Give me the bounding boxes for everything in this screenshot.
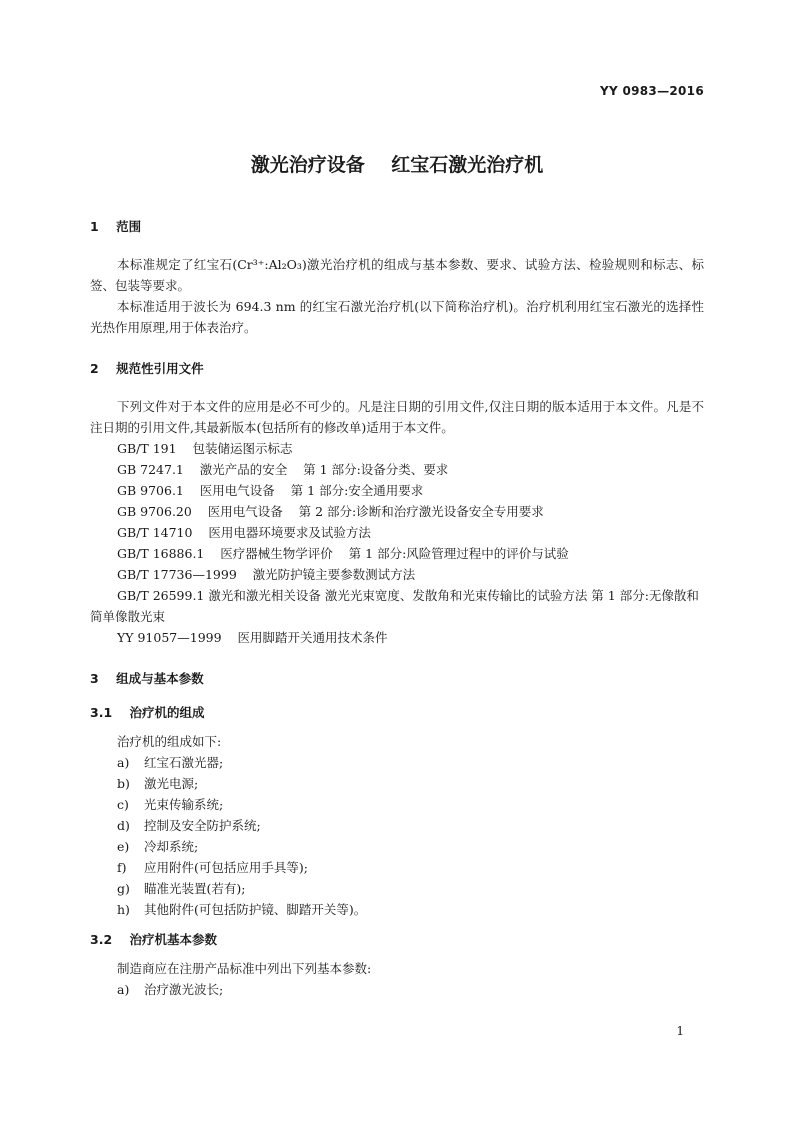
list-marker: g) xyxy=(117,881,130,896)
section-1-paragraph-2: 本标准适用于波长为 694.3 nm 的红宝石激光治疗机(以下简称治疗机)。治疗机利用红宝石激光的选择性光热作用原理,用于体表治疗。 xyxy=(90,299,704,335)
reference-item: GB 7247.1 激光产品的安全 第 1 部分:设备分类、要求 xyxy=(117,462,449,477)
list-item xyxy=(90,794,704,815)
section-2-heading: 2 规范性引用文件 xyxy=(90,361,204,376)
section-2-intro: 下列文件对于本文件的应用是必不可少的。凡是注日期的引用文件,仅注日期的版本适用于本文件。凡是不注日期的引用文件,其最新版本(包括所有的修改单)适用于本文件。 xyxy=(90,399,704,435)
section-1-heading: 1 范围 xyxy=(90,219,142,234)
list-marker: e) xyxy=(117,839,130,854)
page-number: 1 xyxy=(676,1024,684,1038)
list-item xyxy=(90,899,704,920)
list-item xyxy=(90,979,704,1000)
reference-item: GB/T 191 包装储运图示标志 xyxy=(117,441,293,456)
subsection-3-2-intro: 制造商应在注册产品标准中列出下列基本参数: xyxy=(117,961,372,976)
list-marker: b) xyxy=(117,776,130,791)
list-item xyxy=(90,815,704,836)
subsection-3-2-heading: 3.2 治疗机基本参数 xyxy=(90,932,218,947)
list-text: 激光电源; xyxy=(144,776,199,791)
list-text: 光束传输系统; xyxy=(144,797,224,812)
list-marker: h) xyxy=(117,902,130,917)
list-item xyxy=(90,752,704,773)
document-title: 激光治疗设备 红宝石激光治疗机 xyxy=(250,154,544,176)
list-marker: c) xyxy=(117,797,129,812)
standard-code: YY 0983—2016 xyxy=(600,84,704,98)
list-marker: a) xyxy=(117,755,130,770)
section-3-heading: 3 组成与基本参数 xyxy=(90,671,204,686)
list-item xyxy=(90,836,704,857)
document-body xyxy=(90,216,704,1000)
list-text: 瞄准光装置(若有); xyxy=(144,881,246,896)
reference-item: GB/T 16886.1 医疗器械生物学评价 第 1 部分:风险管理过程中的评价与试验 xyxy=(117,546,569,561)
list-text: 其他附件(可包括防护镜、脚踏开关等)。 xyxy=(144,902,367,917)
list-marker: f) xyxy=(117,860,127,875)
reference-item: GB/T 26599.1 激光和激光相关设备 激光光束宽度、发散角和光束传输比的试验方法 第 1 部分:无像散和简单像散光束 xyxy=(90,588,699,624)
reference-item: GB 9706.20 医用电气设备 第 2 部分:诊断和治疗激光设备安全专用要求 xyxy=(117,504,544,519)
list-text: 应用附件(可包括应用手具等); xyxy=(144,860,308,875)
list-text: 治疗激光波长; xyxy=(144,982,224,997)
list-text: 红宝石激光器; xyxy=(144,755,224,770)
reference-item: GB/T 17736—1999 激光防护镜主要参数测试方法 xyxy=(117,567,416,582)
reference-item: YY 91057—1999 医用脚踏开关通用技术条件 xyxy=(117,630,388,645)
subsection-3-1-heading: 3.1 治疗机的组成 xyxy=(90,705,205,720)
list-text: 冷却系统; xyxy=(144,839,199,854)
subsection-3-1-intro: 治疗机的组成如下: xyxy=(117,734,222,749)
section-1-paragraph-1: 本标准规定了红宝石(Cr³⁺:Al₂O₃)激光治疗机的组成与基本参数、要求、试验方法、检验规则和标志、标签、包装等要求。 xyxy=(90,257,704,293)
list-item xyxy=(90,773,704,794)
reference-item: GB 9706.1 医用电气设备 第 1 部分:安全通用要求 xyxy=(117,483,424,498)
list-marker: a) xyxy=(117,982,130,997)
reference-item: GB/T 14710 医用电器环境要求及试验方法 xyxy=(117,525,371,540)
list-item xyxy=(90,878,704,899)
list-text: 控制及安全防护系统; xyxy=(144,818,261,833)
list-item xyxy=(90,857,704,878)
list-marker: d) xyxy=(117,818,130,833)
